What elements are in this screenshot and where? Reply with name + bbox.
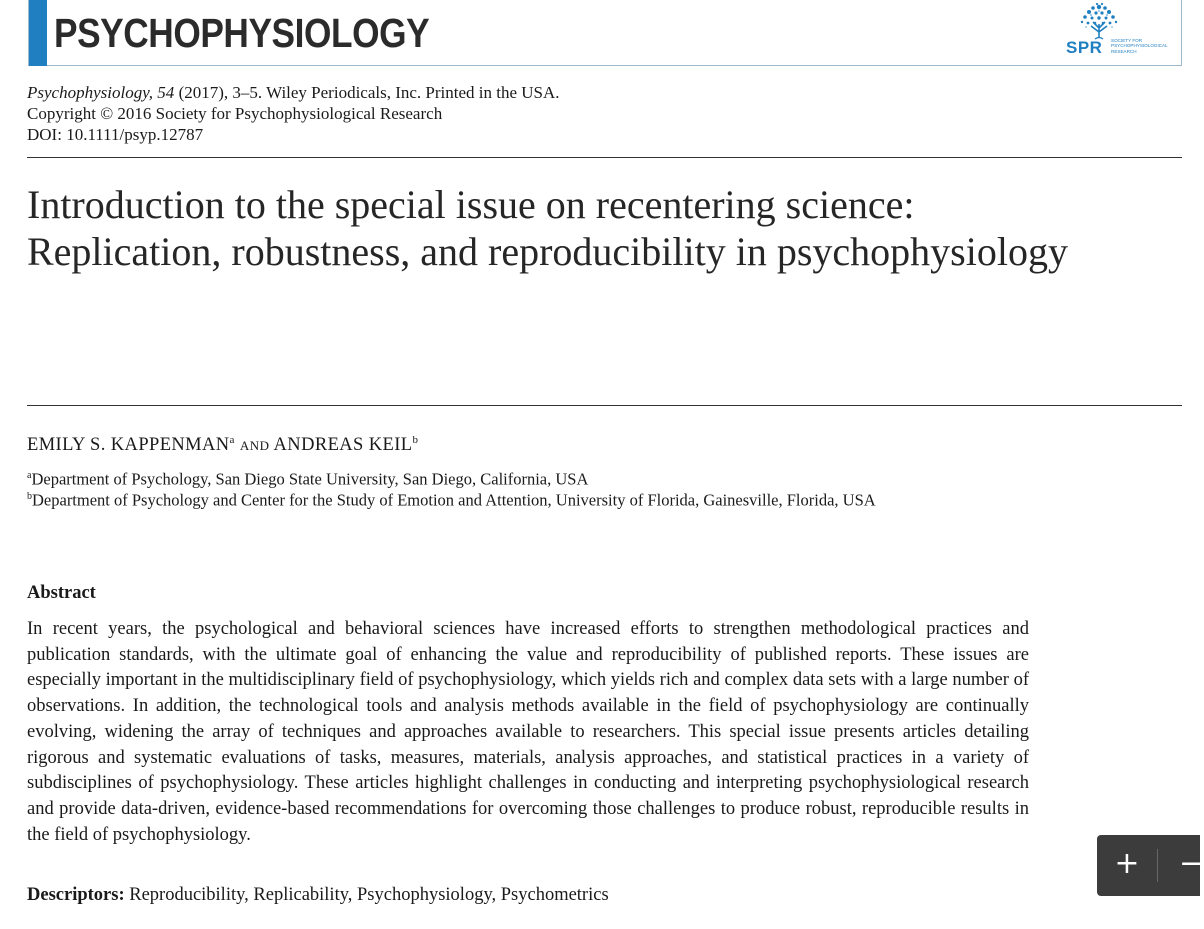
affiliation-sup: b	[27, 491, 32, 502]
title-line-1: Introduction to the special issue on recentering science:	[27, 182, 915, 227]
spr-abbrev: SPR	[1066, 38, 1103, 57]
abstract-heading: Abstract	[27, 583, 96, 603]
author-1: EMILY S. KAPPENMAN	[27, 435, 230, 456]
citation-block	[27, 82, 560, 145]
author-1-sup: a	[229, 434, 235, 446]
tree-icon	[1071, 2, 1127, 42]
descriptors	[27, 885, 609, 906]
abstract-text: In recent years, the psychological and behavioral sciences have increased efforts to strengthen methodological practices and publication standards, with the ultimate goal of enhancing the value and reproducibility of published reports. These issues are especially important in the multidisciplinary field of psychophysiology, which yields rich and complex data sets with a large number of observations. In addition, the technological tools and analysis methods available in the field of psychophysiology are continually evolving, widening the array of techniques and approaches available to researchers. This special issue presents articles detailing rigorous and systematic evaluations of tasks, measures, materials, analysis approaches, and statistical practices in a variety of subdisciplines of psychophysiology. These articles highlight challenges in conducting and interpreting psychophysiological research and provide data-driven, evidence-based recommendations for overcoming those challenges to produce robust, reproducible results in the field of psychophysiology.	[27, 619, 1029, 845]
descriptors-list: Reproducibility, Replicability, Psychophysiology, Psychometrics	[124, 885, 609, 905]
zoom-in-button[interactable]: +	[1114, 846, 1140, 881]
zoom-divider	[1157, 849, 1158, 882]
zoom-controls	[1097, 835, 1204, 896]
banner-accent-bar	[29, 0, 47, 66]
journal-volume: Psychophysiology, 54	[27, 83, 175, 102]
citation-line	[27, 82, 560, 103]
affiliation-sup: a	[27, 470, 32, 481]
author-2: ANDREAS KEIL	[273, 435, 413, 456]
journal-banner	[28, 0, 1182, 66]
affiliation-b	[27, 486, 876, 511]
doi-line: DOI: 10.1111/psyp.12787	[27, 125, 204, 144]
affiliation-text: Department of Psychology, San Diego State University, San Diego, California, USA	[31, 469, 589, 489]
affiliation-text: Department of Psychology and Center for the Study of Emotion and Attention, University of Florida, Gainesville, Florida, USA	[32, 490, 876, 510]
author-rule	[27, 405, 1182, 406]
spr-logo	[1063, 0, 1175, 66]
copyright-line: Copyright © 2016 Society for Psychophysiological Research	[27, 104, 443, 123]
author-conjunction: AND	[239, 438, 270, 454]
spr-full-name: SOCIETY FOR PSYCHOPHYSIOLOGICAL RESEARCH	[1111, 38, 1168, 54]
top-rule	[27, 157, 1182, 158]
journal-name: PSYCHOPHYSIOLOGY	[54, 10, 430, 56]
article-title	[27, 181, 1187, 275]
zoom-out-button[interactable]: −	[1179, 846, 1204, 881]
author-2-sup: b	[412, 434, 419, 446]
citation-details: (2017), 3–5. Wiley Periodicals, Inc. Printed in the USA.	[174, 83, 560, 102]
author-line	[27, 434, 418, 456]
descriptors-label: Descriptors:	[27, 885, 125, 905]
title-line-2: Replication, robustness, and reproducibility in psychophysiology	[27, 229, 1068, 274]
